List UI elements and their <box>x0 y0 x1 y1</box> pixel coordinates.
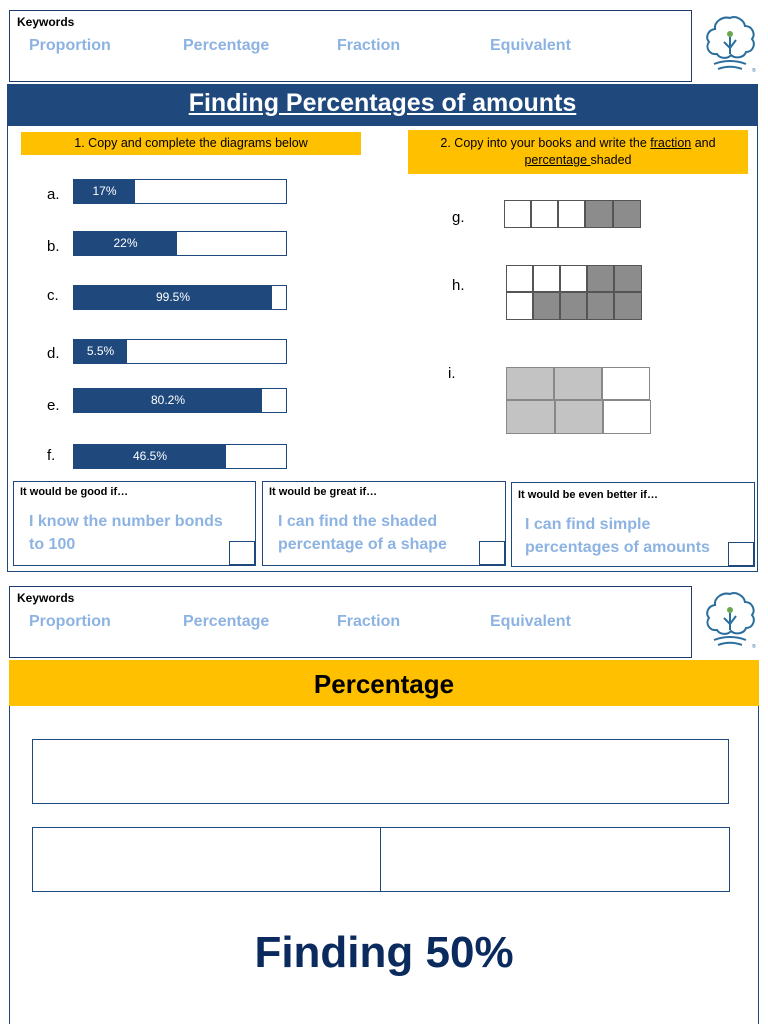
keyword-fraction: Fraction <box>337 37 401 54</box>
instruction-2-part3: shaded <box>590 153 632 167</box>
success-better-box <box>511 482 755 567</box>
percentage-bar <box>73 444 287 469</box>
question-letter-d: d. <box>47 345 60 362</box>
percentage-bar-label: 99.5% <box>155 290 191 304</box>
keywords-panel <box>9 10 692 82</box>
instruction-2-fraction: fraction <box>650 136 692 150</box>
question-letter-e: e. <box>47 397 60 414</box>
success-good-box <box>13 481 256 566</box>
shape-h-cell <box>560 292 587 320</box>
percentage-bar <box>73 285 287 310</box>
shape-h-cell <box>506 265 533 292</box>
shape-i-cell <box>555 400 603 434</box>
instruction-2-part2: and <box>691 136 716 150</box>
shape-h-cell <box>560 265 587 292</box>
success-great-checkbox[interactable] <box>479 541 505 565</box>
svg-text:®: ® <box>752 68 756 74</box>
success-better-text <box>525 513 710 559</box>
shape-g-cell <box>558 200 585 228</box>
instruction-2-percentage: percentage <box>524 153 591 167</box>
shape-h-cell <box>614 292 642 320</box>
success-good-checkbox[interactable] <box>229 541 255 565</box>
shape-i-cell <box>506 400 555 434</box>
question-letter-c: c. <box>47 287 59 304</box>
page2-left-box <box>32 827 381 892</box>
percentage-bar <box>73 231 287 256</box>
percentage-bar <box>73 388 287 413</box>
page2-header-title: Percentage <box>313 669 455 699</box>
success-great-line2: percentage of a shape <box>278 536 447 553</box>
success-great-title: It would be great if… <box>269 486 378 498</box>
question-letter-b: b. <box>47 238 60 255</box>
instruction-2-part1: 2. Copy into your books and write the <box>440 136 651 150</box>
question-letter-i: i. <box>448 365 456 382</box>
keywords-title: Keywords <box>17 15 75 29</box>
question-letter-a: a. <box>47 186 60 203</box>
shape-i-cell <box>506 367 554 400</box>
shape-g-cell <box>531 200 558 228</box>
shape-i-cell <box>554 367 602 400</box>
keywords-panel-2 <box>9 586 692 658</box>
keyword-equivalent-2: Equivalent <box>490 613 571 630</box>
shape-g-cell <box>504 200 531 228</box>
shape-h-cell <box>533 292 560 320</box>
shape-h-cell <box>533 265 560 292</box>
page2-header-bar <box>9 660 759 706</box>
success-good-title: It would be good if… <box>20 486 129 498</box>
keyword-proportion-2: Proportion <box>29 613 111 630</box>
school-tree-logo-icon <box>700 12 760 76</box>
success-great-box <box>262 481 506 566</box>
keyword-percentage-2: Percentage <box>183 613 270 630</box>
page2-wide-box <box>32 739 729 804</box>
shape-g-cell <box>585 200 613 228</box>
percentage-bar <box>73 339 287 364</box>
percentage-bar-label: 17% <box>92 184 117 198</box>
success-better-line1: I can find simple <box>525 516 651 533</box>
keyword-proportion: Proportion <box>29 37 111 54</box>
question-letter-h: h. <box>452 277 465 294</box>
shape-h-cell <box>614 265 642 292</box>
keyword-percentage: Percentage <box>183 37 270 54</box>
success-better-checkbox[interactable] <box>728 542 754 566</box>
svg-text:®: ® <box>752 644 756 650</box>
question-letter-g: g. <box>452 209 465 226</box>
percentage-bar-label: 5.5% <box>86 344 115 358</box>
percentage-bar-label: 46.5% <box>132 449 168 463</box>
worksheet-title-bar <box>7 84 758 126</box>
instruction-2 <box>408 130 748 174</box>
page2-big-heading: Finding 50% <box>254 928 514 977</box>
question-letter-f: f. <box>47 447 56 464</box>
keyword-equivalent: Equivalent <box>490 37 571 54</box>
keywords-title-2: Keywords <box>17 591 75 605</box>
shape-h-cell <box>587 265 614 292</box>
success-good-text <box>29 510 223 556</box>
shape-h-cell <box>587 292 614 320</box>
shape-h-cell <box>506 292 533 320</box>
keyword-fraction-2: Fraction <box>337 613 401 630</box>
instruction-1-text: 1. Copy and complete the diagrams below <box>74 136 308 150</box>
success-good-line1: I know the number bonds <box>29 513 223 530</box>
success-better-line2: percentages of amounts <box>525 539 710 556</box>
instruction-1 <box>21 132 361 155</box>
percentage-bar <box>73 179 287 204</box>
page2-right-box <box>380 827 730 892</box>
success-great-line1: I can find the shaded <box>278 513 438 530</box>
percentage-bar-label: 80.2% <box>150 393 186 407</box>
shape-i-cell <box>602 367 650 400</box>
shape-g-cell <box>613 200 641 228</box>
school-tree-logo-icon-2 <box>700 588 760 652</box>
shape-i-cell <box>603 400 651 434</box>
percentage-bar-label: 22% <box>113 236 138 250</box>
worksheet-title: Finding Percentages of amounts <box>188 89 577 117</box>
success-good-line2: to 100 <box>29 536 76 553</box>
success-great-text <box>278 510 447 556</box>
success-better-title: It would be even better if… <box>518 489 658 501</box>
